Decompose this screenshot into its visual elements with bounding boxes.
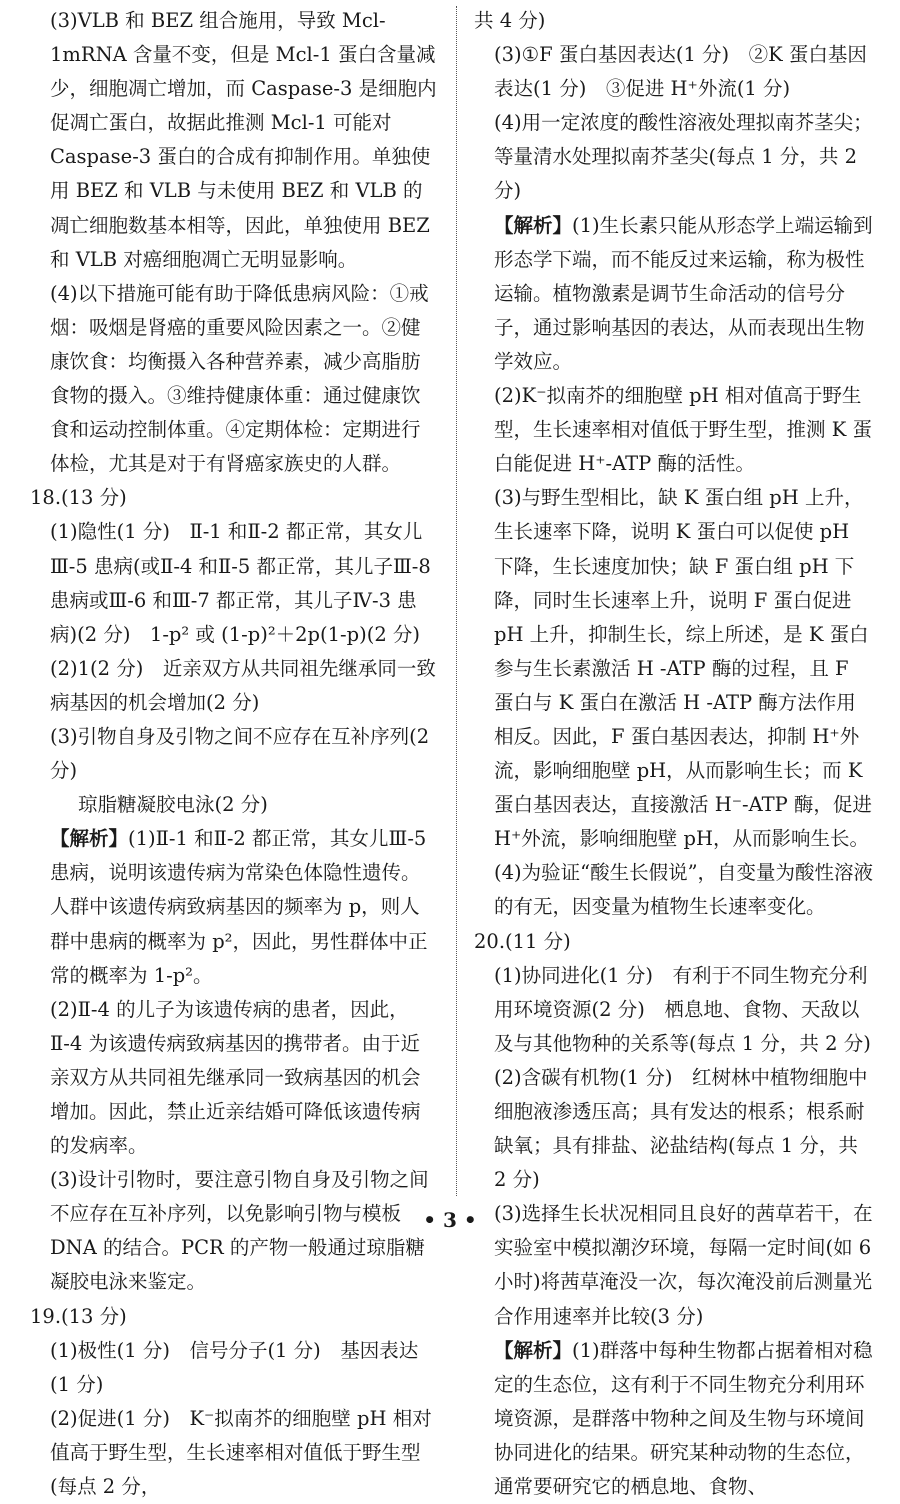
paragraph — [474, 4, 874, 38]
paragraph-text: (1)Ⅱ-1 和Ⅱ-2 都正常，其女儿Ⅲ-5 患病，说明该遗传病为常染色体隐性遗传。人群中该遗传病致病基因的频率为 p，则人群中患病的概率为 p²，因此，男性群体中正常的概率为 1-p²。 — [50, 827, 428, 987]
paragraph — [474, 856, 874, 924]
paragraph — [30, 652, 438, 720]
paragraph-text: (1)群落中每种生物都占据着相对稳定的生态位，这有利于不同生物充分利用环境资源，是群落中物种之间及生物与环境间协同进化的结果。研究某种动物的生态位，通常要研究它的栖息地、食物、 — [494, 1338, 873, 1499]
paragraph — [30, 1300, 438, 1334]
paragraph-text: (2)1(2 分) 近亲双方从共同祖先继承同一致病基因的机会增加(2 分) — [50, 656, 436, 714]
paragraph-text: (2)Ⅱ-4 的儿子为该遗传病的患者，因此，Ⅱ-4 为该遗传病致病基因的携带者。由于近亲双方从共同祖先继承同一致病基因的机会增加。因此，禁止近亲结婚可降低该遗传病的发病率。 — [50, 997, 421, 1158]
paragraph-text: (3)VLB 和 BEZ 组合施用，导致 Mcl-1mRNA 含量不变，但是 Mcl-1 蛋白含量减少，细胞凋亡增加，而 Caspase-3 是细胞内促凋亡蛋白，故据此推测 Mcl-1 可能对 Caspase-3 蛋白的合成有抑制作用。单独使用 BEZ 和 VLB 与未使用 BEZ 和 VLB 的凋亡细胞数基本相等，因此，单独使用 BEZ 和 VLB 对癌细胞凋亡无明显影响。 — [50, 9, 437, 271]
paragraph — [474, 379, 874, 481]
left-column — [30, 4, 438, 1504]
paragraph-text: (2)含碳有机物(1 分) 红树林中植物细胞中细胞液渗透压高；具有发达的根系；根系耐缺氧；具有排盐、泌盐结构(每点 1 分，共 2 分) — [494, 1065, 868, 1192]
paragraph — [30, 788, 438, 822]
paragraph-text: (3)设计引物时，要注意引物自身及引物之间不应存在互补序列，以免影响引物与模板 DNA 的结合。PCR 的产物一般通过琼脂糖凝胶电泳来鉴定。 — [50, 1168, 429, 1294]
paragraph — [474, 959, 874, 1061]
paragraph — [30, 515, 438, 651]
paragraph-text: (4)为验证“酸生长假说”，自变量为酸性溶液的有无，因变量为植物生长速率变化。 — [494, 861, 874, 919]
paragraph — [30, 1402, 438, 1504]
paragraph-text: (3)①F 蛋白基因表达(1 分) ②K 蛋白基因表达(1 分) ③促进 H⁺外流(1 分) — [494, 43, 867, 101]
paragraph — [474, 1061, 874, 1197]
paragraph — [30, 822, 438, 992]
paragraph — [30, 481, 438, 515]
paragraph — [474, 925, 874, 959]
paragraph-text: (2)促进(1 分) K⁻拟南芥的细胞壁 pH 相对值高于野生型，生长速率相对值低于野生型(每点 2 分， — [50, 1406, 432, 1499]
analysis-label: 【解析】 — [50, 827, 129, 851]
paragraph-text: 琼脂糖凝胶电泳(2 分) — [78, 793, 268, 817]
paragraph — [474, 106, 874, 208]
paragraph-text: (4)以下措施可能有助于降低患病风险：①戒烟：吸烟是肾癌的重要风险因素之一。②健康饮食：均衡摄入各种营养素，减少高脂肪食物的摄入。③维持健康体重：通过健康饮食和运动控制体重。④定期体检：定期进行体检，尤其是对于有肾癌家族史的人群。 — [50, 281, 429, 476]
analysis-label: 【解析】 — [494, 213, 573, 237]
paragraph-text: 19.(13 分) — [30, 1304, 127, 1328]
paragraph-text: (3)引物自身及引物之间不应存在互补序列(2 分) — [50, 724, 430, 783]
column-divider — [456, 6, 457, 1196]
paragraph — [30, 277, 438, 482]
paragraph-text: 共 4 分) — [474, 9, 546, 32]
paragraph — [474, 481, 874, 856]
paragraph-text: (1)协同进化(1 分) 有利于不同生物充分利用环境资源(2 分) 栖息地、食物、天敌以及与其他物种的关系等(每点 1 分，共 2 分) — [494, 963, 871, 1055]
right-column — [474, 4, 874, 1504]
paragraph-text: (1)隐性(1 分) Ⅱ-1 和Ⅱ-2 都正常，其女儿Ⅲ-5 患病(或Ⅱ-4 和Ⅱ-5 都正常，其儿子Ⅲ-8 患病或Ⅲ-6 和Ⅲ-7 都正常，其儿子Ⅳ-3 患病)(2 分) 1-p² 或 (1-p)²＋2p(1-p)(2 分) — [50, 520, 431, 646]
paragraph — [30, 4, 438, 277]
paragraph — [474, 38, 874, 106]
paragraph-text: (2)K⁻拟南芥的细胞壁 pH 相对值高于野生型，生长速率相对值低于野生型，推测 K 蛋白能促进 H⁺-ATP 酶的活性。 — [494, 384, 872, 476]
paragraph — [474, 1334, 874, 1504]
paragraph — [30, 993, 438, 1163]
paragraph-text: (4)用一定浓度的酸性溶液处理拟南芥茎尖；等量清水处理拟南芥茎尖(每点 1 分，共 2 分) — [494, 111, 873, 203]
paragraph — [474, 209, 874, 379]
paragraph-text: (3)选择生长状况相同且良好的茜草若干，在实验室中模拟潮汐环境，每隔一定时间(如 6 小时)将茜草淹没一次，每次淹没前后测量光合作用速率并比较(3 分) — [494, 1202, 873, 1328]
paragraph — [30, 1334, 438, 1402]
paragraph-text: 18.(13 分) — [30, 486, 127, 510]
paragraph-text: 20.(11 分) — [474, 929, 571, 953]
paragraph-text: (3)与野生型相比，缺 K 蛋白组 pH 上升，生长速率下降，说明 K 蛋白可以促使 pH 下降，生长速度加快；缺 F 蛋白组 pH 下降，同时生长速率上升，说明 F 蛋白促进 pH 上升，抑制生长，综上所述，是 K 蛋白参与生长素激活 H -ATP 酶的过程，且 F 蛋白与 K 蛋白在激活 H -ATP 酶方法作用相反。因此，F 蛋白基因表达，抑制 H⁺外流，影响细胞壁 pH，从而影响生长；而 K 蛋白基因表达，直接激活 H⁻-ATP 酶，促进 H⁺外流，影响细胞壁 pH，从而影响生长。 — [494, 486, 872, 851]
paragraph-text: (1)生长素只能从形态学上端运输到形态学下端，而不能反过来运输，称为极性运输。植物激素是调节生命活动的信号分子，通过影响基因的表达，从而表现出生物学效应。 — [494, 213, 873, 373]
paragraph-text: (1)极性(1 分) 信号分子(1 分) 基因表达(1 分) — [50, 1338, 419, 1396]
analysis-label: 【解析】 — [494, 1338, 573, 1362]
page-number: • 3 • — [423, 1208, 477, 1232]
paragraph — [30, 720, 438, 788]
